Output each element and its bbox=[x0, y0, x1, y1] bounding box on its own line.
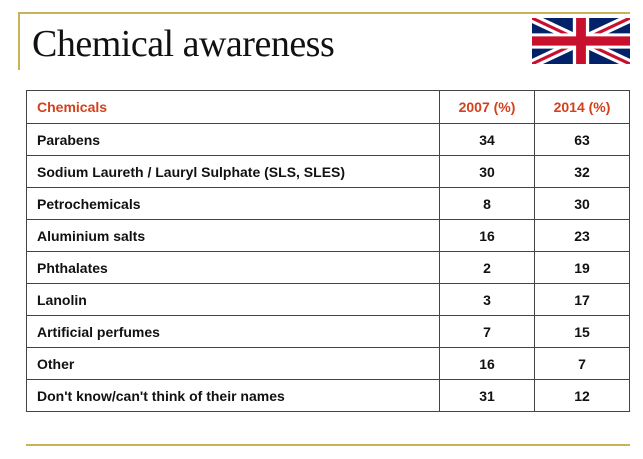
table-row bbox=[27, 188, 630, 220]
top-rule bbox=[18, 12, 630, 14]
chemical-awareness-table bbox=[26, 90, 630, 412]
table-row bbox=[27, 156, 630, 188]
value-2014: 32 bbox=[535, 156, 630, 188]
value-2007: 34 bbox=[440, 124, 535, 156]
value-2007: 30 bbox=[440, 156, 535, 188]
value-2014: 23 bbox=[535, 220, 630, 252]
chemical-name: Artificial perfumes bbox=[27, 316, 440, 348]
value-2007: 31 bbox=[440, 380, 535, 412]
slide-title: Chemical awareness bbox=[32, 23, 335, 65]
value-2014: 63 bbox=[535, 124, 630, 156]
table-row bbox=[27, 348, 630, 380]
chemical-name: Petrochemicals bbox=[27, 188, 440, 220]
chemical-name: Aluminium salts bbox=[27, 220, 440, 252]
table-row bbox=[27, 316, 630, 348]
table-row bbox=[27, 252, 630, 284]
table-row bbox=[27, 284, 630, 316]
chemical-name: Parabens bbox=[27, 124, 440, 156]
table-row bbox=[27, 380, 630, 412]
value-2014: 7 bbox=[535, 348, 630, 380]
value-2007: 3 bbox=[440, 284, 535, 316]
value-2014: 12 bbox=[535, 380, 630, 412]
uk-flag-icon bbox=[532, 18, 630, 64]
chemical-name: Phthalates bbox=[27, 252, 440, 284]
chemical-name: Sodium Laureth / Lauryl Sulphate (SLS, SLES) bbox=[27, 156, 440, 188]
value-2014: 15 bbox=[535, 316, 630, 348]
value-2007: 7 bbox=[440, 316, 535, 348]
value-2007: 8 bbox=[440, 188, 535, 220]
value-2007: 16 bbox=[440, 348, 535, 380]
header-2014: 2014 (%) bbox=[535, 91, 630, 124]
table-row bbox=[27, 220, 630, 252]
header-row bbox=[27, 91, 630, 124]
value-2014: 19 bbox=[535, 252, 630, 284]
chemical-name: Other bbox=[27, 348, 440, 380]
chemical-name: Don't know/can't think of their names bbox=[27, 380, 440, 412]
value-2014: 30 bbox=[535, 188, 630, 220]
header-2007: 2007 (%) bbox=[440, 91, 535, 124]
value-2007: 16 bbox=[440, 220, 535, 252]
chemical-name: Lanolin bbox=[27, 284, 440, 316]
table-row bbox=[27, 124, 630, 156]
value-2007: 2 bbox=[440, 252, 535, 284]
header-chemicals: Chemicals bbox=[27, 91, 440, 124]
bottom-rule bbox=[26, 444, 630, 446]
left-rule bbox=[18, 12, 20, 70]
value-2014: 17 bbox=[535, 284, 630, 316]
